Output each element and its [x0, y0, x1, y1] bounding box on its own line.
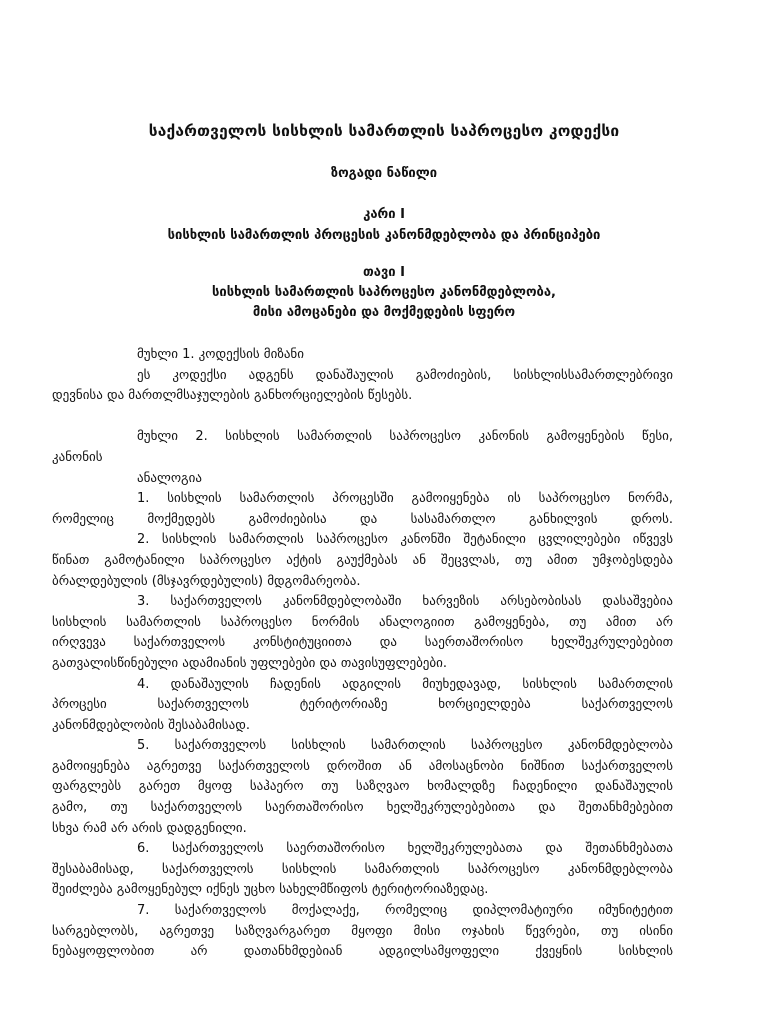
paragraph-gap: [137, 407, 673, 428]
body-line: სარგებლობს, აგრეთვე საზღვარგარეთ მყოფი მისი ოჯახის წევრები, თუ ისინი: [52, 923, 673, 939]
body-line: დევნისა და მართლმსაჯულების განხორციელების წესებს.: [52, 388, 413, 404]
body-line: 2. სისხლის სამართლის საპროცესო კანონში შეტანილი ცვლილებები იწვევს: [137, 532, 673, 548]
chapter-title-line-1: სისხლის სამართლის საპროცესო კანონმდებლობა,: [212, 285, 556, 300]
body-line: გამო, თუ საქართველოს საერთაშორისო ხელშეკრულებებითა და შეთანხმებებით: [52, 800, 673, 816]
body-line: ირღვევა საქართველოს კონსტიტუციითა და საერთაშორისო ხელშეკრულებებით: [52, 635, 673, 651]
body-line: 6. საქართველოს საერთაშორისო ხელშეკრულებათა და შეთანხმებათა: [137, 841, 673, 857]
chapter-title-line-2: მისი ამოცანები და მოქმედების სფერო: [252, 305, 516, 320]
part-heading: ზოგადი ნაწილი: [330, 166, 438, 181]
body-line: შეიძლება გამოყენებულ იქნეს უცხო სახელმწიფოს ტერიტორიაზედაც.: [52, 882, 489, 898]
body-line: ბრალდებულის (მსჯავრდებულის) მდგომარეობა.: [52, 573, 361, 589]
body-line: კანონის: [52, 449, 103, 465]
body-line: წინათ გამოტანილი საპროცესო აქტის გაუქმებას ან შეცვლას, თუ ამით უმჯობესდება: [52, 552, 673, 568]
body-line: გათვალისწინებული ადამიანის უფლებები და თავისუფლებები.: [52, 655, 447, 671]
chapter-label: თავი I: [363, 265, 405, 280]
body-line: ფარგლებს გარეთ მყოფ საჰაერო თუ საზღვაო ხომალდზე ჩადენილი დანაშაულის: [52, 779, 673, 795]
body-line: მუხლი 2. სისხლის სამართლის საპროცესო კანონის გამოყენების წესი,: [137, 429, 673, 445]
body-line: რომელიც მოქმედებს გამოძიებისა და სასამართლო განხილვის დროს.: [52, 511, 673, 527]
body-line: 7. საქართველოს მოქალაქე, რომელიც დიპლომატიური იმუნიტეტით: [137, 903, 673, 919]
body-line: პროცესი საქართველოს ტერიტორიაზე ხორციელდება საქართველოს: [52, 697, 673, 713]
body-line: 3. საქართველოს კანონმდებლობაში ხარვეზის არსებობისას დასაშვებია: [137, 594, 673, 610]
body-line: ნებაყოფლობით არ დათანხმდებიან ადგილსამყოფელი ქვეყნის სისხლის: [52, 944, 673, 960]
body-line: 5. საქართველოს სისხლის სამართლის საპროცესო კანონმდებლობა: [137, 738, 673, 754]
body-line: 1. სისხლის სამართლის პროცესში გამოიყენება ის საპროცესო ნორმა,: [137, 491, 673, 507]
body-line: სხვა რამ არ არის დადგენილი.: [52, 820, 247, 836]
body-line: კანონმდებლობის შესაბამისად.: [52, 717, 250, 733]
document-title: საქართველოს სისხლის სამართლის საპროცესო კოდექსი: [148, 122, 620, 140]
body-line: 4. დანაშაულის ჩადენის ადგილის მიუხედავად, სისხლის სამართლის: [137, 676, 673, 692]
body-line: გამოიყენება აგრეთვე საქართველოს დროშით ან ამოსაცნობი ნიშნით საქართველოს: [52, 758, 673, 774]
body-line: სისხლის სამართლის საპროცესო ნორმის ანალოგიით გამოყენება, თუ ამით არ: [52, 614, 673, 630]
document-body: [52, 345, 673, 963]
body-line: ანალოგია: [137, 470, 202, 486]
section-label: კარი I: [363, 207, 405, 222]
body-line: მუხლი 1. კოდექსის მიზანი: [137, 347, 304, 362]
body-line: ეს კოდექსი ადგენს დანაშაულის გამოძიების, სისხლისსამართლებრივი: [137, 367, 673, 383]
section-title: სისხლის სამართლის პროცესის კანონმდებლობა და პრინციპები: [167, 228, 601, 243]
body-line: შესაბამისად, საქართველოს სისხლის სამართლის საპროცესო კანონმდებლობა: [52, 861, 673, 877]
